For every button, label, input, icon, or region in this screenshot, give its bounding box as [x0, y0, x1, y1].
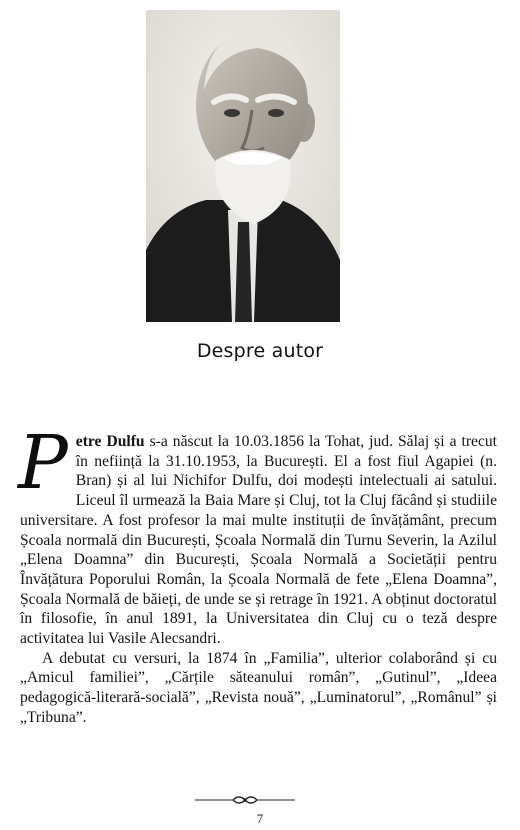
author-name: etre Dulfu [75, 433, 145, 450]
bio-paragraph-1-text: s-a născut la 10.03.1856 la Tohat, jud. Sălaj și a trecut în neființă la 31.10.1953, la București. El a fost fiul Agapiei (n. Bran) și al lui Nichifor Dulfu, doi modești intelectuali ai satului. Liceul îl urmează la Baia Mare și Cluj, tot la Cluj făcând și studiile universitare. A fost profesor la mai multe instituții de învățământ, precum Școala normală din București, Școala Normală din Turnu Severin, la Azilul „Elena Doamna” din București, Școala Normală a Societății pentru Învățătura Poporului Român, la Școala Normală de fete „Elena Doamna”, Școala Normală de băieți, de unde se și retrage în 1921. A obținut doctoratul în filosofie, în anul 1891, la Universitatea din Cluj cu o teză despre activitatea lui Vasile Alecsandri. [20, 433, 497, 648]
section-heading: Despre autor [196, 340, 324, 362]
page-number: 7 [256, 811, 264, 826]
drop-cap: P [18, 420, 68, 506]
decorative-divider-ornament [195, 793, 295, 807]
author-biography [18, 420, 497, 728]
bio-paragraph-1 [18, 420, 497, 649]
author-portrait [146, 10, 340, 322]
bio-paragraph-2: A debutat cu versuri, la 1874 în „Familia”, ulterior colaborând și cu „Amicul familiei”, „Cărțile săteanului român”, „Gutinul”, „Ideea pedagogică-literară-socială”, „Revista nouă”, „Luminatorul”, „Românul” și „Tribuna”. [20, 649, 497, 726]
